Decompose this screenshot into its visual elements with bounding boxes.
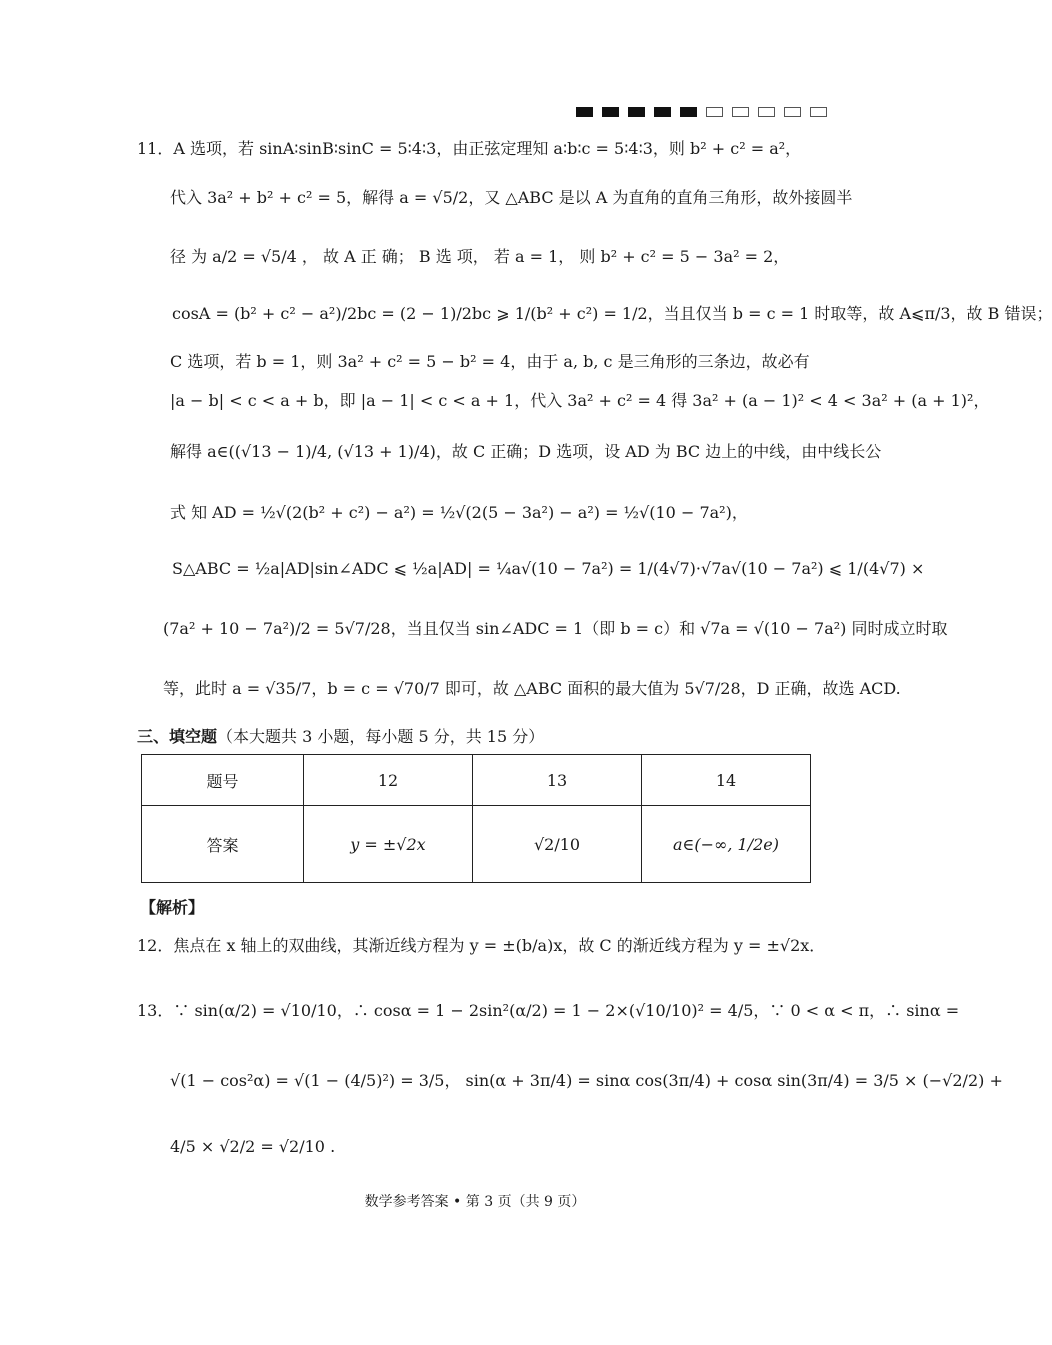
filled-square xyxy=(628,107,645,117)
table-row xyxy=(142,806,811,883)
filled-square xyxy=(654,107,671,117)
q11-line-9: S△ABC = ½a|AD|sin∠ADC ⩽ ½a|AD| = ¼a√(10 − 7a²) = 1/(4√7)·√7a√(10 − 7a²) ⩽ 1/(4√7) × xyxy=(172,559,925,578)
q11-line-3: 径 为 a/2 = √5/4 ， 故 A 正 确； B 选 项， 若 a = 1， 则 b² + c² = 5 − 3a² = 2， xyxy=(170,247,790,266)
q13-line-1: 13．∵ sin(α/2) = √10/10，∴ cosα = 1 − 2sin²(α/2) = 1 − 2×(√10/10)² = 4/5，∵ 0 < α < π，∴ sinα = xyxy=(137,1001,960,1020)
empty-square xyxy=(784,107,801,117)
q11-line-5: C 选项，若 b = 1，则 3a² + c² = 5 − b² = 4，由于 a, b, c 是三角形的三条边，故必有 xyxy=(170,352,810,371)
answer-12: y = ±√2x xyxy=(304,806,473,883)
q11-line-7: 解得 a∈((√13 − 1)/4, (√13 + 1)/4)，故 C 正确；D 选项，设 AD 为 BC 边上的中线，由中线长公 xyxy=(170,442,882,461)
q11-line-8: 式 知 AD = ½√(2(b² + c²) − a²) = ½√(2(5 − 3a²) − a²) = ½√(10 − 7a²)， xyxy=(170,503,748,522)
q11-line-1: 11．A 选项，若 sinA∶sinB∶sinC = 5∶4∶3，由正弦定理知 a∶b∶c = 5∶4∶3，则 b² + c² = a²， xyxy=(137,139,802,158)
q11-line-6: |a − b| < c < a + b，即 |a − 1| < c < a + 1，代入 3a² + c² = 4 得 3a² + (a − 1)² < 4 < 3a² + (a + 1)²， xyxy=(170,391,990,410)
q11-line-4: cosA = (b² + c² − a²)/2bc = (2 − 1)/2bc ⩾ 1/(b² + c²) = 1/2，当且仅当 b = c = 1 时取等，故 A⩽π/3，故 B 错误； xyxy=(172,304,1052,323)
filled-square xyxy=(680,107,697,117)
answer-13: √2/10 xyxy=(473,806,642,883)
empty-square xyxy=(810,107,827,117)
section-title: 三、填空题 xyxy=(137,727,218,746)
answer-14: a∈(−∞, 1/2e) xyxy=(642,806,811,883)
analysis-label: 【解析】 xyxy=(140,898,205,917)
section-heading xyxy=(137,724,544,747)
empty-square xyxy=(732,107,749,117)
page-footer: 数学参考答案 • 第 3 页（共 9 页） xyxy=(364,1194,586,1210)
answer-table xyxy=(141,754,811,883)
q12-line: 12．焦点在 x 轴上的双曲线，其渐近线方程为 y = ±(b/a)x，故 C 的渐近线方程为 y = ±√2x． xyxy=(137,936,826,955)
table-cell: 答案 xyxy=(142,806,304,883)
q11-line-10: (7a² + 10 − 7a²)/2 = 5√7/28，当且仅当 sin∠ADC = 1（即 b = c）和 √7a = √(10 − 7a²) 同时成立时取 xyxy=(163,619,948,638)
q13-line-2: √(1 − cos²α) = √(1 − (4/5)²) = 3/5， sin(α + 3π/4) = sinα cos(3π/4) + cosα sin(3π/4) = 3/5 × (−√2/2) + xyxy=(170,1071,1003,1090)
table-cell: 题号 xyxy=(142,755,304,806)
section-note: （本大题共 3 小题，每小题 5 分，共 15 分） xyxy=(217,727,545,746)
filled-square xyxy=(602,107,619,117)
filled-square xyxy=(576,107,593,117)
progress-squares xyxy=(576,107,827,117)
table-cell: 13 xyxy=(473,755,642,806)
empty-square xyxy=(758,107,775,117)
q13-line-3: 4/5 × √2/2 = √2/10 . xyxy=(170,1137,336,1156)
table-cell: 12 xyxy=(304,755,473,806)
table-row xyxy=(142,755,811,806)
q11-line-11: 等，此时 a = √35/7，b = c = √70/7 即可，故 △ABC 面积的最大值为 5√7/28，D 正确，故选 ACD. xyxy=(163,679,901,698)
q11-line-2: 代入 3a² + b² + c² = 5，解得 a = √5/2，又 △ABC 是以 A 为直角的直角三角形，故外接圆半 xyxy=(170,188,853,207)
empty-square xyxy=(706,107,723,117)
table-cell: 14 xyxy=(642,755,811,806)
